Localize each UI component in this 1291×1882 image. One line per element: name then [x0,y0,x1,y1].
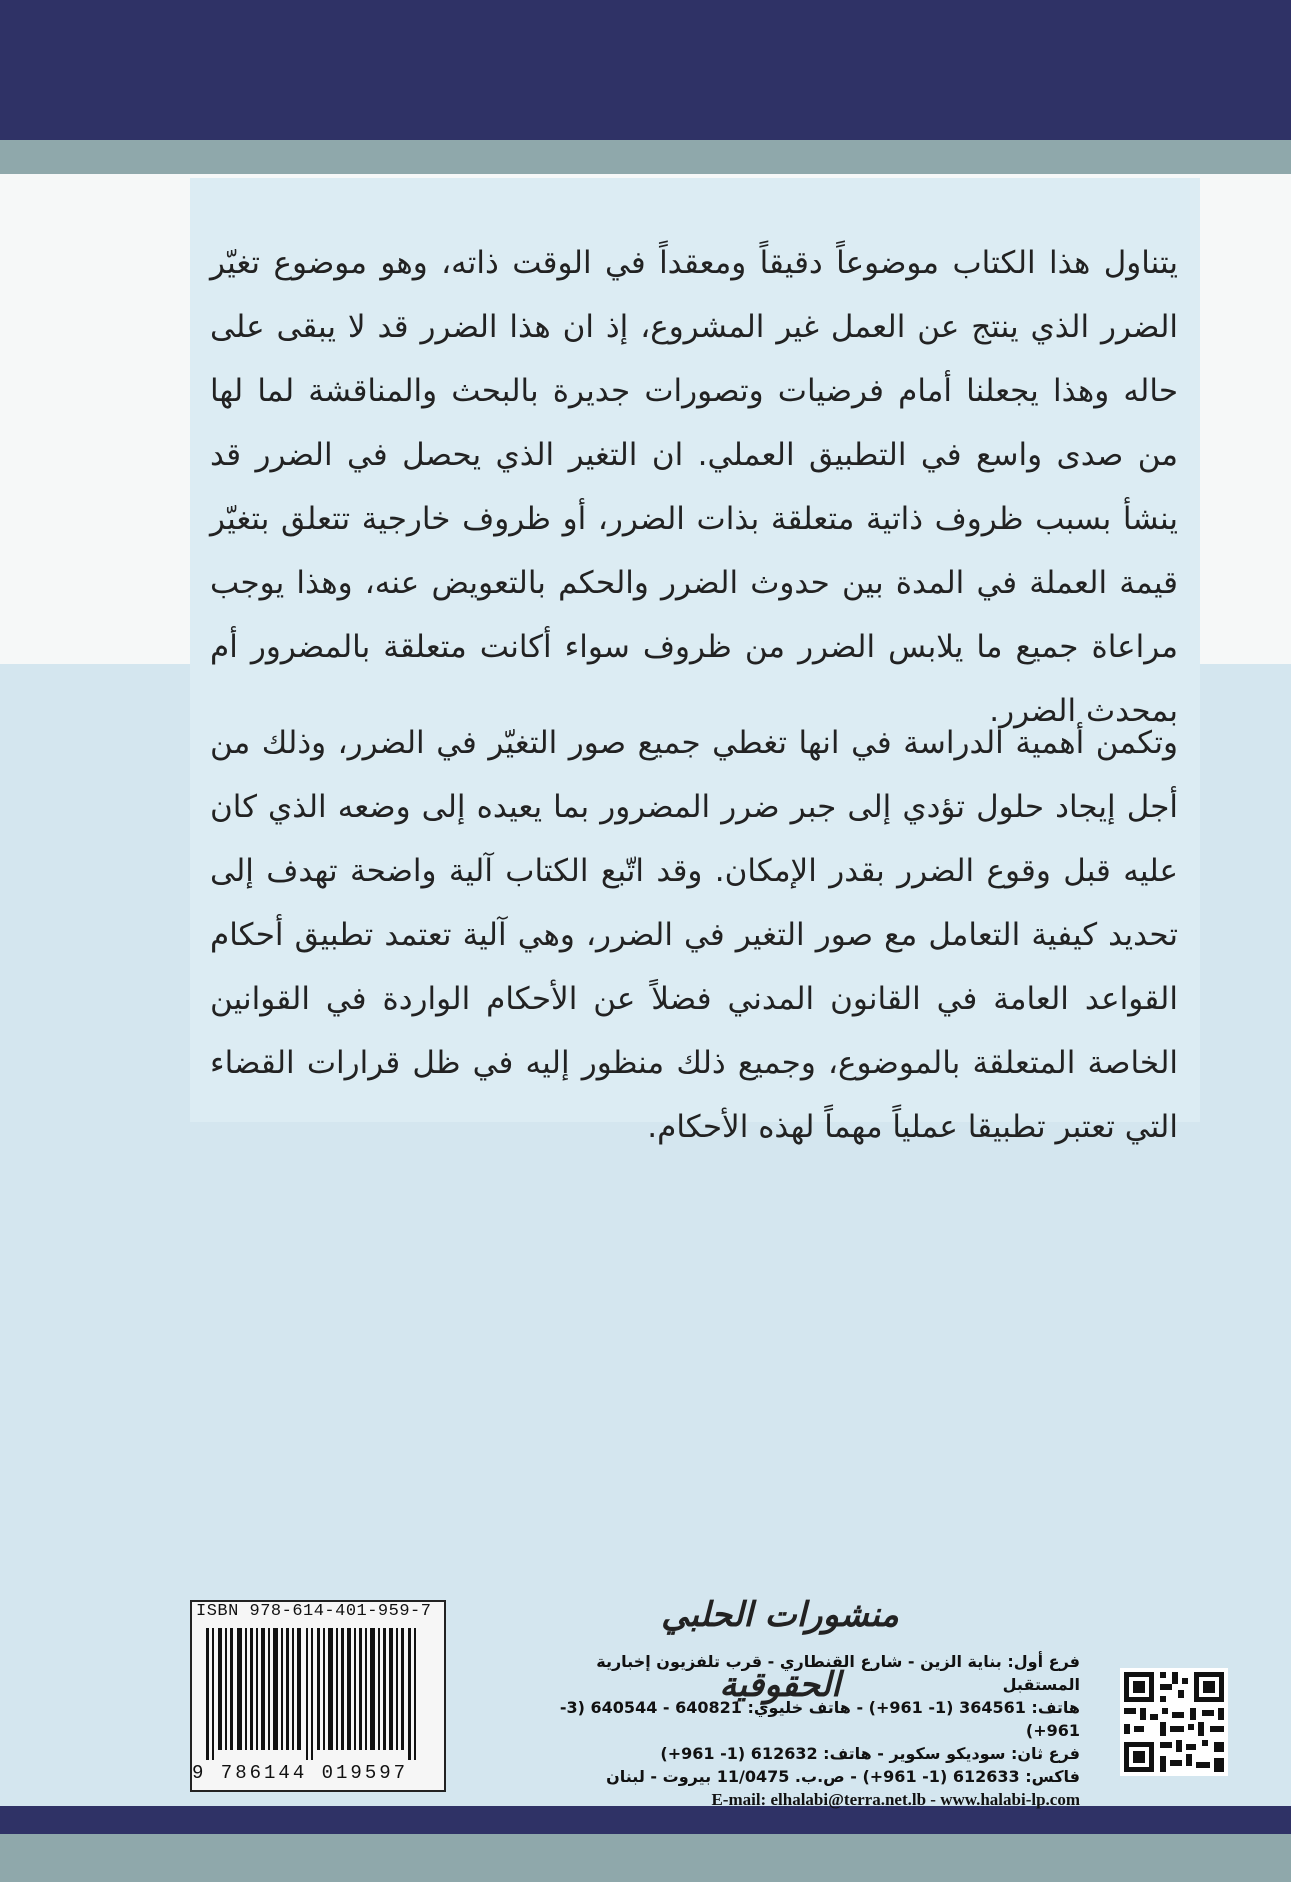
branch-1-line: فرع أول: بناية الزين - شارع القنطاري - قرب تلفزيون إخبارية المستقبل [596,1652,1080,1694]
top-gray-band [0,140,1291,174]
publisher-logo: منشورات الحلبي الحقوقية [661,1595,899,1705]
description-paragraph-1: يتناول هذا الكتاب موضوعاً دقيقاً ومعقداً في الوقت ذاته، وهو موضوع تغيّر الضرر الذي ينتج عن العمل غير المشروع، إذ ان هذا الضرر قد لا يبقى على حاله وهذا يجعلنا أمام فرضيات وتصورات جديرة بالبحث والمناقشة لما لها من صدى واسع في التطبيق العملي. ان التغير الذي يحصل في الضرر قد ينشأ بسبب ظروف ذاتية متعلقة بذات الضرر، أو ظروف خارجية تتعلق بتغيّر قيمة العملة في المدة بين حدوث الضرر والحكم بالتعويض عنه، وهذا يوجب مراعاة جميع ما يلابس الضرر من ظروف سواء أكانت متعلقة بالمضرور أم بمحدث الضرر. [210,245,1178,729]
qr-code-icon [1120,1668,1228,1776]
isbn-label: ISBN 978-614-401-959-7 [196,1602,432,1621]
branch-2-line: فرع ثان: سوديكو سكوير - هاتف: 612632 (1- 961+) [660,1744,1080,1763]
top-navy-band [0,0,1291,140]
barcode-icon [196,1628,436,1760]
phones-1-line: هاتف: 364561 (1- 961+) - هاتف خليوي: 640821 - 640544 (3- 961+) [559,1698,1080,1740]
barcode-digits: 9 786144 019597 [192,1762,409,1784]
description-paragraph-2: وتكمن أهمية الدراسة في انها تغطي جميع صور التغيّر في الضرر، وذلك من أجل إيجاد حلول تؤدي إلى جبر ضرر المضرور بما يعيده إلى وضعه الذي كان عليه قبل وقوع الضرر بقدر الإمكان. وقد اتّبع الكتاب آلية واضحة تهدف إلى تحديد كيفية التعامل مع صور التغير في الضرر، وهي آلية تعتمد تطبيق أحكام القواعد العامة في القانون المدني فضلاً عن الأحكام الواردة في القوانين الخاصة المتعلقة بالموضوع، وجميع ذلك منظور إليه في ظل قرارات القضاء التي تعتبر تطبيقا عملياً مهماً لهذه الأحكام. [210,725,1178,1145]
bottom-gray-band [0,1834,1291,1882]
fax-line: فاكس: 612633 (1- 961+) - ص.ب. 11/0475 بيروت - لبنان [606,1767,1080,1786]
email-website-line: E-mail: elhalabi@terra.net.lb - www.halabi-lp.com [711,1790,1080,1809]
publisher-address [520,1650,1080,1811]
